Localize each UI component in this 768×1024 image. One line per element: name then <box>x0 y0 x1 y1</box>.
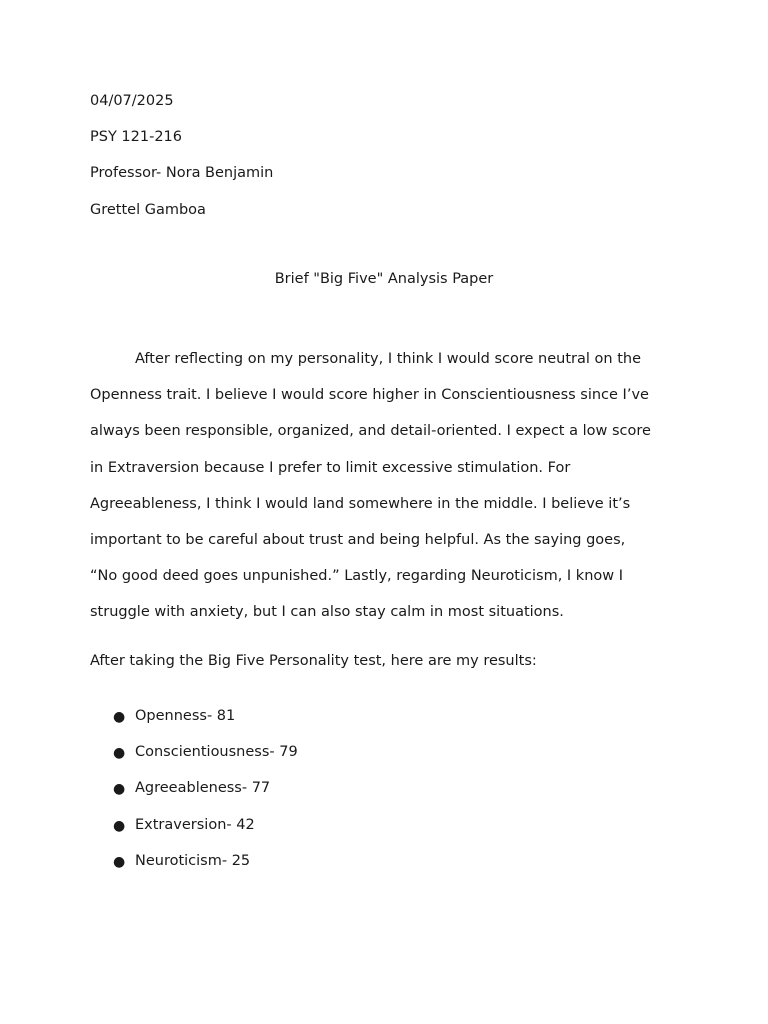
body-paragraph <box>90 341 680 631</box>
bullet-icon: ● <box>113 781 126 798</box>
bullet-icon: ● <box>113 817 126 834</box>
paragraph-line: After reflecting on my personality, I think I would score neutral on the <box>135 351 641 367</box>
paragraph-line: in Extraversion because I prefer to limit excessive stimulation. For <box>90 459 571 476</box>
result-agreeableness: Agreeableness- 77 <box>135 780 271 797</box>
bullet-icon: ● <box>113 853 126 870</box>
paragraph-line: “No good deed goes unpunished.” Lastly, regarding Neuroticism, I know I <box>90 568 624 585</box>
paragraph-line: always been responsible, organized, and detail-oriented. I expect a low score <box>90 423 651 440</box>
course-line: PSY 121-216 <box>90 129 182 145</box>
professor-line: Professor- Nora Benjamin <box>90 165 274 181</box>
result-openness: Openness- 81 <box>135 708 236 724</box>
paragraph-line: Openness trait. I believe I would score higher in Conscientiousness since I’ve <box>90 387 649 404</box>
paragraph-line: Agreeableness, I think I would land somewhere in the middle. I believe it’s <box>90 495 631 512</box>
result-neuroticism: Neuroticism- 25 <box>135 852 251 869</box>
bullet-icon: ● <box>113 745 126 762</box>
bullet-icon: ● <box>113 709 126 725</box>
result-extraversion: Extraversion- 42 <box>135 816 255 833</box>
paragraph-line: struggle with anxiety, but I can also stay calm in most situations. <box>90 604 564 621</box>
paragraph-line: important to be careful about trust and being helpful. As the saying goes, <box>90 531 626 548</box>
student-name-line: Grettel Gamboa <box>90 202 206 218</box>
paper-title: Brief "Big Five" Analysis Paper <box>274 271 494 287</box>
result-conscientiousness: Conscientiousness- 79 <box>135 744 298 761</box>
results-intro: After taking the Big Five Personality test, here are my results: <box>90 653 537 669</box>
date-line: 04/07/2025 <box>90 93 174 109</box>
